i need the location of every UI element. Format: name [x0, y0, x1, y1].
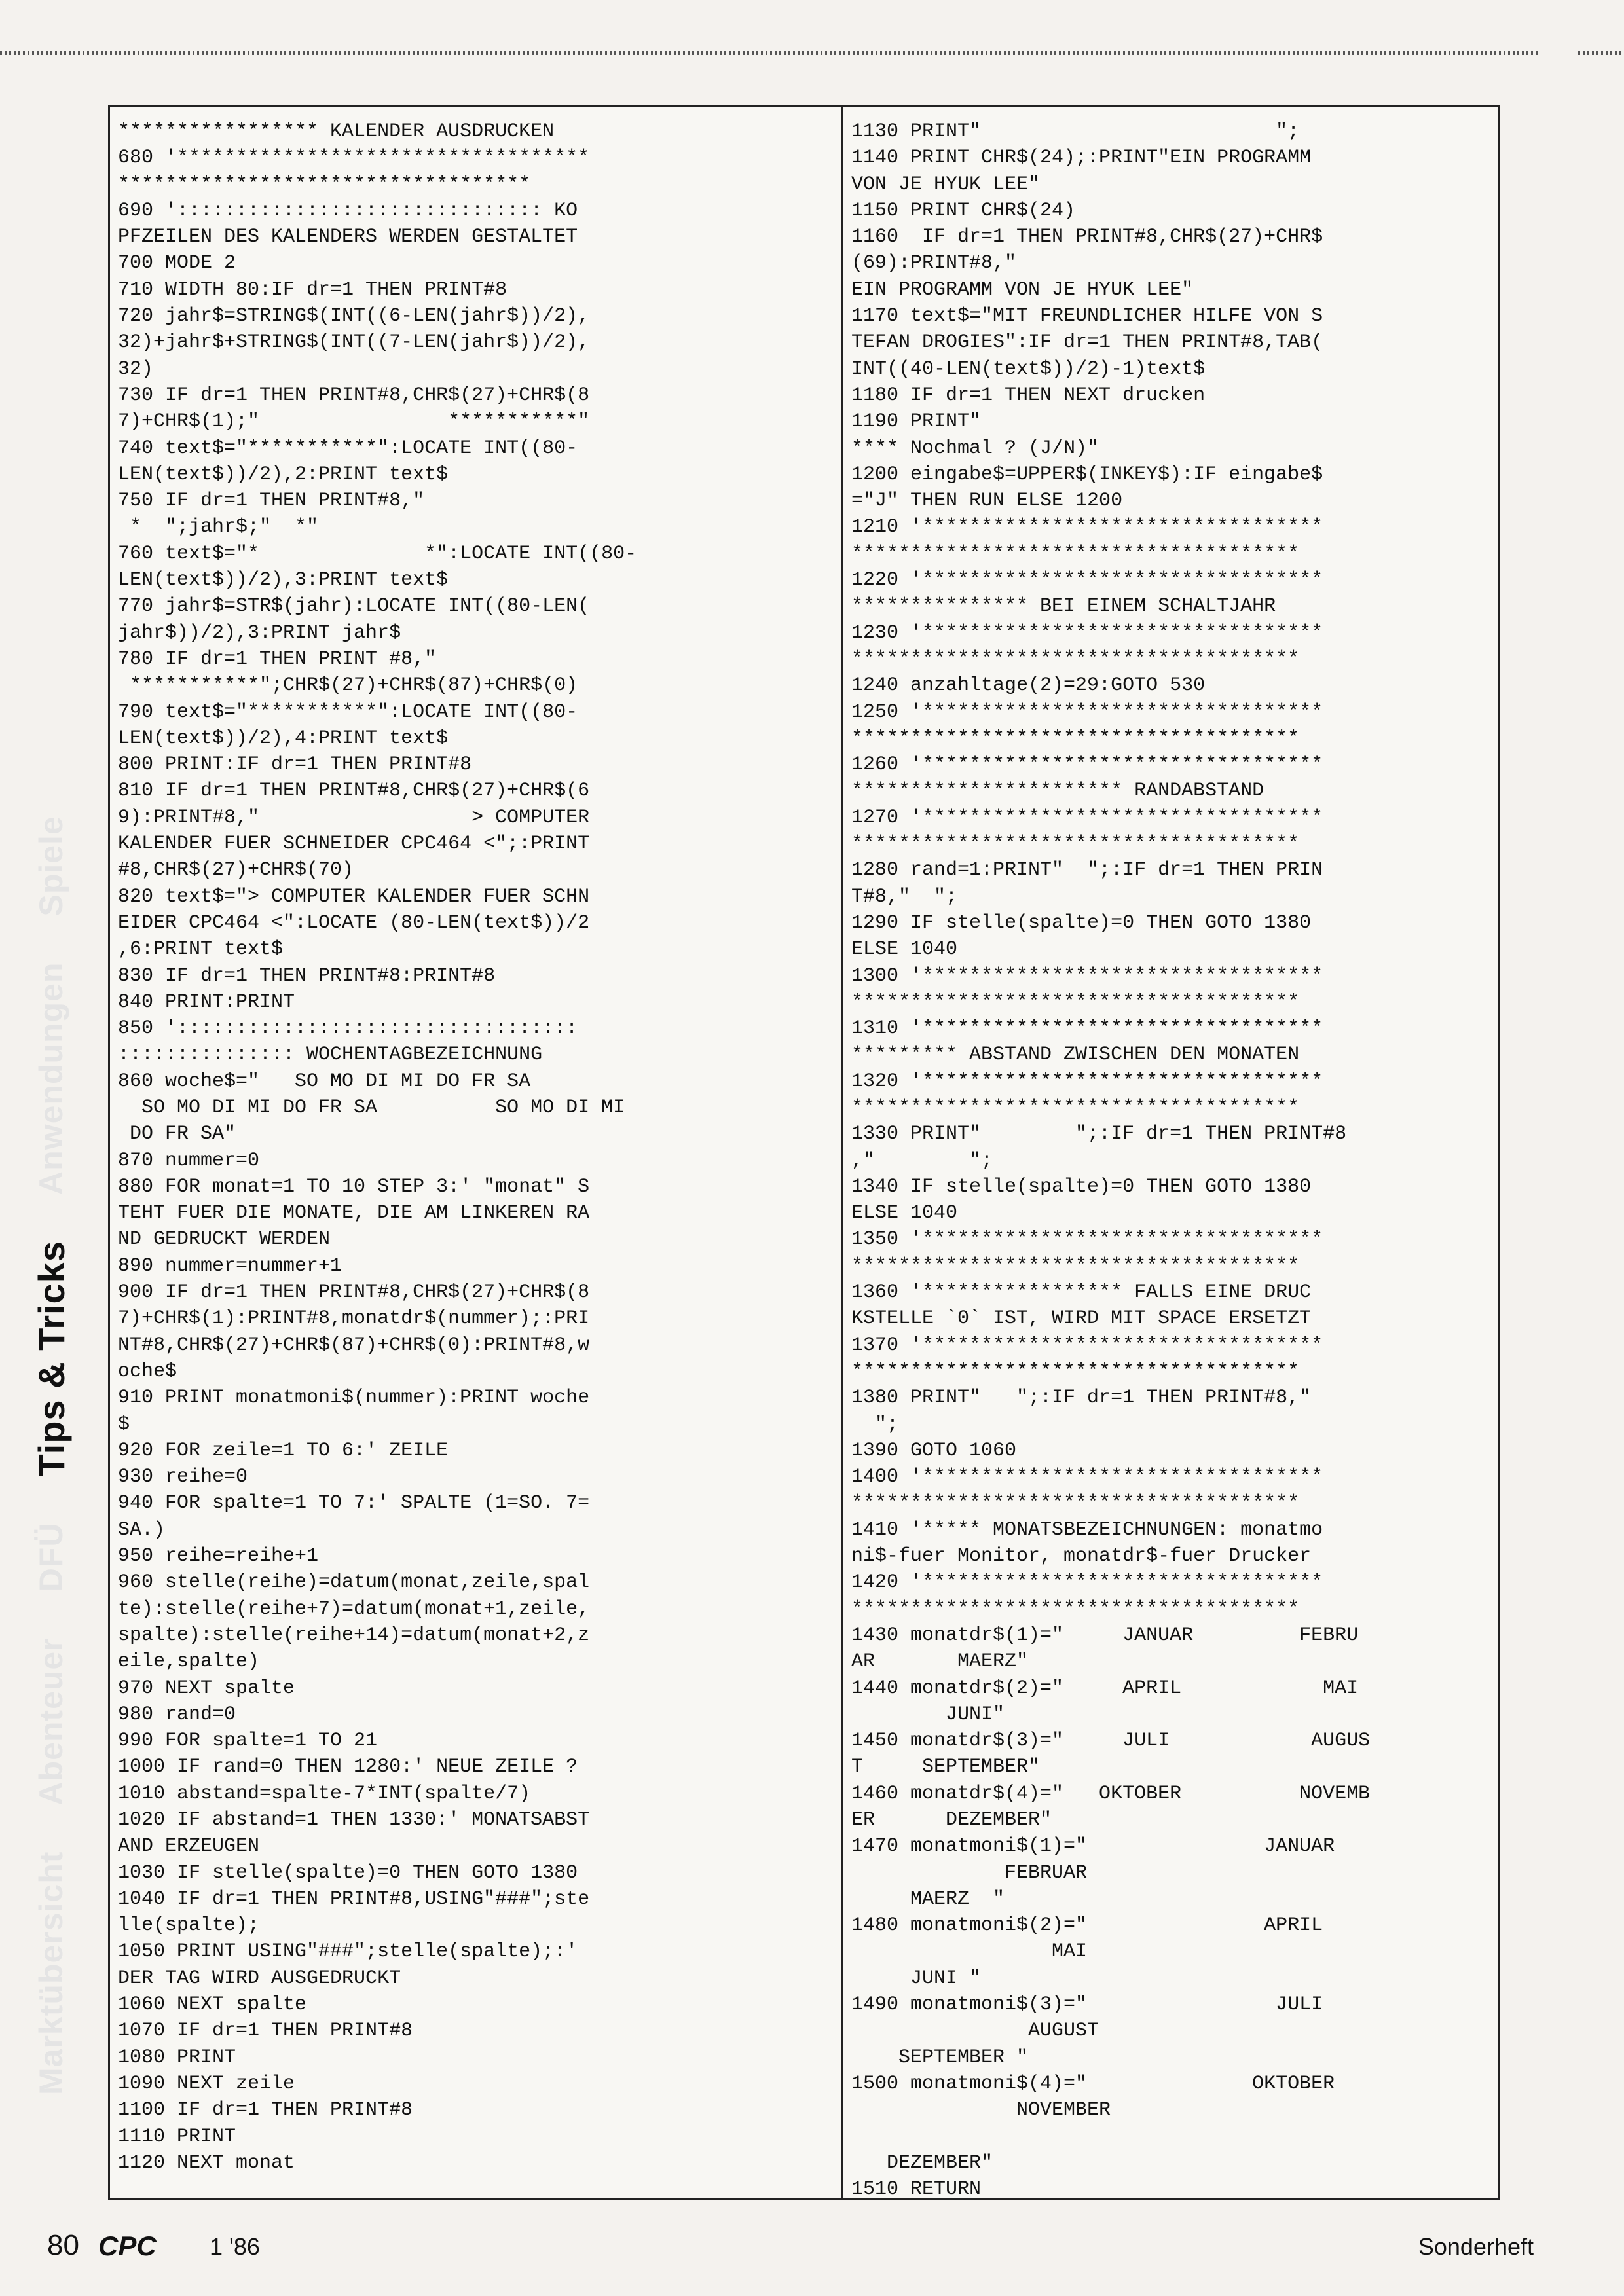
code-line: TEHT FUER DIE MONATE, DIE AM LINKEREN RA — [118, 1202, 590, 1225]
code-line: 7)+CHR$(1);" ***********" — [118, 410, 590, 433]
code-line: 1050 PRINT USING"###";stelle(spalte);:' — [118, 1941, 578, 1963]
code-line: 1230 '********************************** — [851, 621, 1323, 644]
code-line: 1510 RETURN — [851, 2178, 982, 2201]
code-line: LEN(text$))/2),3:PRINT text$ — [118, 569, 449, 592]
code-line: JUNI" — [851, 1703, 1005, 1726]
code-line: 970 NEXT spalte — [118, 1677, 295, 1700]
page-number: 80 — [47, 2229, 79, 2261]
code-line: 1450 monatdr$(3)=" JULI AUGUS — [851, 1730, 1371, 1753]
listing-right-column — [851, 118, 1496, 2202]
code-line: SEPTEMBER " — [851, 2046, 1029, 2069]
code-line: ************************************** — [851, 1360, 1300, 1383]
code-line: 1330 PRINT" ";:IF dr=1 THEN PRINT#8 — [851, 1123, 1347, 1146]
code-line: 1480 monatmoni$(2)=" APRIL — [851, 1914, 1323, 1937]
code-line: 980 rand=0 — [118, 1703, 236, 1726]
code-line: ************************************** — [851, 727, 1300, 750]
code-line: 1070 IF dr=1 THEN PRINT#8 — [118, 2020, 413, 2043]
edition-label: Sonderheft — [1418, 2233, 1534, 2260]
code-line: 1140 PRINT CHR$(24);:PRINT"EIN PROGRAMM — [851, 147, 1312, 170]
code-line: AR MAERZ" — [851, 1650, 1029, 1673]
code-line: 1110 PRINT — [118, 2125, 236, 2148]
code-line: ER DEZEMBER" — [851, 1809, 1052, 1831]
code-line: 1350 '********************************** — [851, 1228, 1323, 1251]
code-line: 1010 abstand=spalte-7*INT(spalte/7) — [118, 1782, 531, 1805]
section-nav — [31, 131, 71, 2095]
code-line: DER TAG WIRD AUSGEDRUCKT — [118, 1967, 401, 1990]
code-line: 870 nummer=0 — [118, 1149, 260, 1172]
code-line: 790 text$="***********":LOCATE INT((80- — [118, 701, 578, 723]
code-line: KALENDER FUER SCHNEIDER CPC464 <";:PRINT — [118, 833, 590, 856]
code-line: 760 text$="* *":LOCATE INT((80- — [118, 542, 637, 565]
code-line: 1340 IF stelle(spalte)=0 THEN GOTO 1380 — [851, 1175, 1312, 1198]
code-line: 960 stelle(reihe)=datum(monat,zeile,spal — [118, 1571, 590, 1594]
code-line: 1270 '********************************** — [851, 806, 1323, 829]
code-line: oche$ — [118, 1360, 177, 1383]
code-line: ***********";CHR$(27)+CHR$(87)+CHR$(0) — [118, 674, 578, 697]
code-line: 1370 '********************************** — [851, 1334, 1323, 1357]
code-line: 1250 '********************************** — [851, 701, 1323, 723]
issue-label: 1 '86 — [210, 2233, 260, 2260]
code-line: 920 FOR zeile=1 TO 6:' ZEILE — [118, 1439, 449, 1462]
code-line: 1190 PRINT" — [851, 410, 982, 433]
code-line: PFZEILEN DES KALENDERS WERDEN GESTALTET — [118, 226, 578, 249]
section-nav-anwendungen: Anwendungen — [33, 962, 69, 1195]
code-line: ************************************** — [851, 1096, 1300, 1119]
code-line: te):stelle(reihe+7)=datum(monat+1,zeile, — [118, 1597, 590, 1620]
code-line: 830 IF dr=1 THEN PRINT#8:PRINT#8 — [118, 964, 496, 987]
code-line: ND GEDRUCKT WERDEN — [118, 1228, 331, 1251]
code-line: 1260 '********************************** — [851, 754, 1323, 776]
code-line: NOVEMBER — [851, 2099, 1111, 2122]
code-line: INT((40-LEN(text$))/2)-1)text$ — [851, 357, 1206, 380]
page-footer — [47, 2229, 1534, 2269]
code-line: KSTELLE `0` IST, WIRD MIT SPACE ERSETZT — [851, 1307, 1312, 1330]
code-line: DEZEMBER" — [851, 2151, 993, 2174]
code-line: jahr$))/2),3:PRINT jahr$ — [118, 621, 401, 644]
code-line: 1180 IF dr=1 THEN NEXT drucken — [851, 384, 1206, 407]
code-line: AND ERZEUGEN — [118, 1835, 260, 1858]
code-line: AUGUST — [851, 2020, 1099, 2043]
code-line: 1500 monatmoni$(4)=" OKTOBER — [851, 2072, 1335, 2095]
code-line: 1060 NEXT spalte — [118, 1994, 307, 2016]
code-line: #8,CHR$(27)+CHR$(70) — [118, 859, 354, 882]
code-line: 780 IF dr=1 THEN PRINT #8," — [118, 647, 437, 670]
code-line: JUNI " — [851, 1967, 982, 1990]
section-nav-tips-tricks: Tips & Tricks — [30, 1240, 72, 1477]
code-line: eile,spalte) — [118, 1650, 260, 1673]
code-line: 740 text$="***********":LOCATE INT((80- — [118, 437, 578, 460]
code-line: 820 text$="> COMPUTER KALENDER FUER SCHN — [118, 885, 590, 908]
code-line: NT#8,CHR$(27)+CHR$(87)+CHR$(0):PRINT#8,w — [118, 1334, 590, 1357]
code-line: $ — [118, 1413, 130, 1436]
code-line: *************** BEI EINEM SCHALTJAHR — [851, 595, 1276, 618]
listing-left-column — [118, 118, 835, 2176]
code-line: TEFAN DROGIES":IF dr=1 THEN PRINT#8,TAB( — [851, 331, 1323, 354]
code-line: ***************** KALENDER AUSDRUCKEN — [118, 120, 555, 143]
code-line: 1460 monatdr$(4)=" OKTOBER NOVEMB — [851, 1782, 1371, 1805]
code-line: MAI — [851, 1941, 1088, 1963]
code-line: 1420 '********************************** — [851, 1571, 1323, 1594]
code-line: 1410 '***** MONATSBEZEICHNUNGEN: monatmo — [851, 1518, 1323, 1541]
magazine-logo: CPC — [98, 2231, 157, 2261]
code-line: 770 jahr$=STR$(jahr):LOCATE INT((80-LEN( — [118, 595, 590, 618]
code-line: spalte):stelle(reihe+14)=datum(monat+2,z — [118, 1624, 590, 1647]
code-line: 1220 '********************************** — [851, 569, 1323, 592]
code-line: LEN(text$))/2),4:PRINT text$ — [118, 727, 449, 750]
code-line: 730 IF dr=1 THEN PRINT#8,CHR$(27)+CHR$(8 — [118, 384, 590, 407]
code-line: ************************************** — [851, 647, 1300, 670]
code-line: 1200 eingabe$=UPPER$(INKEY$):IF eingabe$ — [851, 463, 1323, 486]
code-line: 1020 IF abstand=1 THEN 1330:' MONATSABST — [118, 1809, 590, 1831]
code-line: EIDER CPC464 <":LOCATE (80-LEN(text$))/2 — [118, 911, 590, 934]
code-line: ********* ABSTAND ZWISCHEN DEN MONATEN — [851, 1044, 1300, 1066]
code-line: 1320 '********************************** — [851, 1070, 1323, 1093]
code-line: MAERZ " — [851, 1887, 1005, 1910]
code-line: 1280 rand=1:PRINT" ";:IF dr=1 THEN PRIN — [851, 859, 1323, 882]
code-line: FEBRUAR — [851, 1861, 1088, 1884]
code-line: 880 FOR monat=1 TO 10 STEP 3:' "monat" S — [118, 1175, 590, 1198]
code-line: 1440 monatdr$(2)=" APRIL MAI — [851, 1677, 1359, 1700]
code-line: * ";jahr$;" *" — [118, 516, 319, 539]
code-line: 1170 text$="MIT FREUNDLICHER HILFE VON S — [851, 305, 1323, 328]
code-line — [851, 2124, 1496, 2150]
code-line: 1040 IF dr=1 THEN PRINT#8,USING"###";ste — [118, 1887, 590, 1910]
code-line: **** Nochmal ? (J/N)" — [851, 437, 1099, 460]
top-dotted-rule — [0, 51, 1539, 55]
code-line: EIN PROGRAMM VON JE HYUK LEE" — [851, 278, 1194, 301]
code-line: 950 reihe=reihe+1 — [118, 1545, 319, 1568]
code-line: 700 MODE 2 — [118, 252, 236, 275]
code-line: *********************** RANDABSTAND — [851, 780, 1264, 803]
code-line: 1240 anzahltage(2)=29:GOTO 530 — [851, 674, 1206, 697]
code-line: 800 PRINT:IF dr=1 THEN PRINT#8 — [118, 754, 472, 776]
code-line: 1000 IF rand=0 THEN 1280:' NEUE ZEILE ? — [118, 1756, 578, 1779]
section-nav-abenteuer: Abenteuer — [33, 1637, 69, 1806]
code-line: 850 ':::::::::::::::::::::::::::::::::: — [118, 1017, 578, 1040]
code-line: 1380 PRINT" ";:IF dr=1 THEN PRINT#8," — [851, 1387, 1312, 1410]
code-line: 1390 GOTO 1060 — [851, 1439, 1017, 1462]
code-line: 1160 IF dr=1 THEN PRINT#8,CHR$(27)+CHR$ — [851, 226, 1323, 249]
code-line: 1080 PRINT — [118, 2046, 236, 2069]
code-line: 32)+jahr$+STRING$(INT((7-LEN(jahr$))/2), — [118, 331, 590, 354]
code-line: 690 '::::::::::::::::::::::::::::::: KO — [118, 199, 578, 222]
code-line: 910 PRINT monatmoni$(nummer):PRINT woche — [118, 1387, 590, 1410]
code-line: 940 FOR spalte=1 TO 7:' SPALTE (1=SO. 7= — [118, 1492, 590, 1515]
code-line: ="J" THEN RUN ELSE 1200 — [851, 490, 1123, 513]
code-line: ************************************** — [851, 833, 1300, 856]
code-line: 1100 IF dr=1 THEN PRINT#8 — [118, 2099, 413, 2122]
code-line: 930 reihe=0 — [118, 1466, 248, 1489]
code-line: 9):PRINT#8," > COMPUTER — [118, 806, 590, 829]
code-line: 1430 monatdr$(1)=" JANUAR FEBRU — [851, 1624, 1359, 1647]
code-line: ************************************** — [851, 1254, 1300, 1277]
code-line: ELSE 1040 — [851, 1202, 958, 1225]
code-line: SA.) — [118, 1518, 166, 1541]
code-line: 32) — [118, 357, 154, 380]
section-nav-spiele: Spiele — [33, 816, 69, 917]
code-line: 1030 IF stelle(spalte)=0 THEN GOTO 1380 — [118, 1861, 578, 1884]
code-line: 710 WIDTH 80:IF dr=1 THEN PRINT#8 — [118, 278, 507, 301]
code-line: ,6:PRINT text$ — [118, 938, 284, 961]
code-line: 7)+CHR$(1):PRINT#8,monatdr$(nummer);:PRI — [118, 1307, 590, 1330]
code-line: 840 PRINT:PRINT — [118, 991, 295, 1013]
code-line: 1090 NEXT zeile — [118, 2072, 295, 2095]
code-line: 1490 monatmoni$(3)=" JULI — [851, 1994, 1323, 2016]
code-line: 1150 PRINT CHR$(24) — [851, 199, 1076, 222]
code-line: ELSE 1040 — [851, 938, 958, 961]
code-line: ************************************** — [851, 991, 1300, 1013]
code-line: ni$-fuer Monitor, monatdr$-fuer Drucker — [851, 1545, 1312, 1568]
top-dotted-rule-right — [1578, 51, 1624, 55]
code-line: 1400 '********************************** — [851, 1466, 1323, 1489]
code-line: 1470 monatmoni$(1)=" JANUAR — [851, 1835, 1335, 1858]
code-line: 720 jahr$=STRING$(INT((6-LEN(jahr$))/2), — [118, 305, 590, 328]
code-line: (69):PRINT#8," — [851, 252, 1017, 275]
section-nav-marktuebersicht: Marktübersicht — [33, 1851, 69, 2095]
code-line: *********************************** — [118, 173, 531, 196]
code-line: T SEPTEMBER" — [851, 1756, 1041, 1779]
code-line: lle(spalte); — [118, 1914, 260, 1937]
code-line: VON JE HYUK LEE" — [851, 173, 1041, 196]
code-line: ::::::::::::::: WOCHENTAGBEZEICHNUNG — [118, 1044, 543, 1066]
code-line: DO FR SA" — [118, 1123, 236, 1146]
code-line: 1210 '********************************** — [851, 516, 1323, 539]
code-line: 680 '*********************************** — [118, 147, 590, 170]
code-line: 900 IF dr=1 THEN PRINT#8,CHR$(27)+CHR$(8 — [118, 1281, 590, 1304]
code-line: 810 IF dr=1 THEN PRINT#8,CHR$(27)+CHR$(6 — [118, 780, 590, 803]
code-line: 990 FOR spalte=1 TO 21 — [118, 1730, 378, 1753]
code-line: 1300 '********************************** — [851, 964, 1323, 987]
code-line: 1120 NEXT monat — [118, 2151, 295, 2174]
code-line: 1290 IF stelle(spalte)=0 THEN GOTO 1380 — [851, 911, 1312, 934]
code-line: 1130 PRINT" "; — [851, 120, 1300, 143]
code-line: "; — [851, 1413, 899, 1436]
code-line: 860 woche$=" SO MO DI MI DO FR SA — [118, 1070, 531, 1093]
code-line: 1310 '********************************** — [851, 1017, 1323, 1040]
code-line: 1360 '***************** FALLS EINE DRUC — [851, 1281, 1312, 1304]
code-line: ************************************** — [851, 542, 1300, 565]
code-line: ************************************** — [851, 1492, 1300, 1515]
code-line: ************************************** — [851, 1597, 1300, 1620]
code-line: T#8," "; — [851, 885, 958, 908]
code-line: ," "; — [851, 1149, 993, 1172]
code-line: 890 nummer=nummer+1 — [118, 1254, 342, 1277]
code-line: 750 IF dr=1 THEN PRINT#8," — [118, 490, 425, 513]
section-nav-dfue: DFÜ — [33, 1522, 69, 1592]
code-line: LEN(text$))/2),2:PRINT text$ — [118, 463, 449, 486]
code-line: SO MO DI MI DO FR SA SO MO DI MI — [118, 1096, 625, 1119]
program-listing — [108, 105, 1500, 2200]
